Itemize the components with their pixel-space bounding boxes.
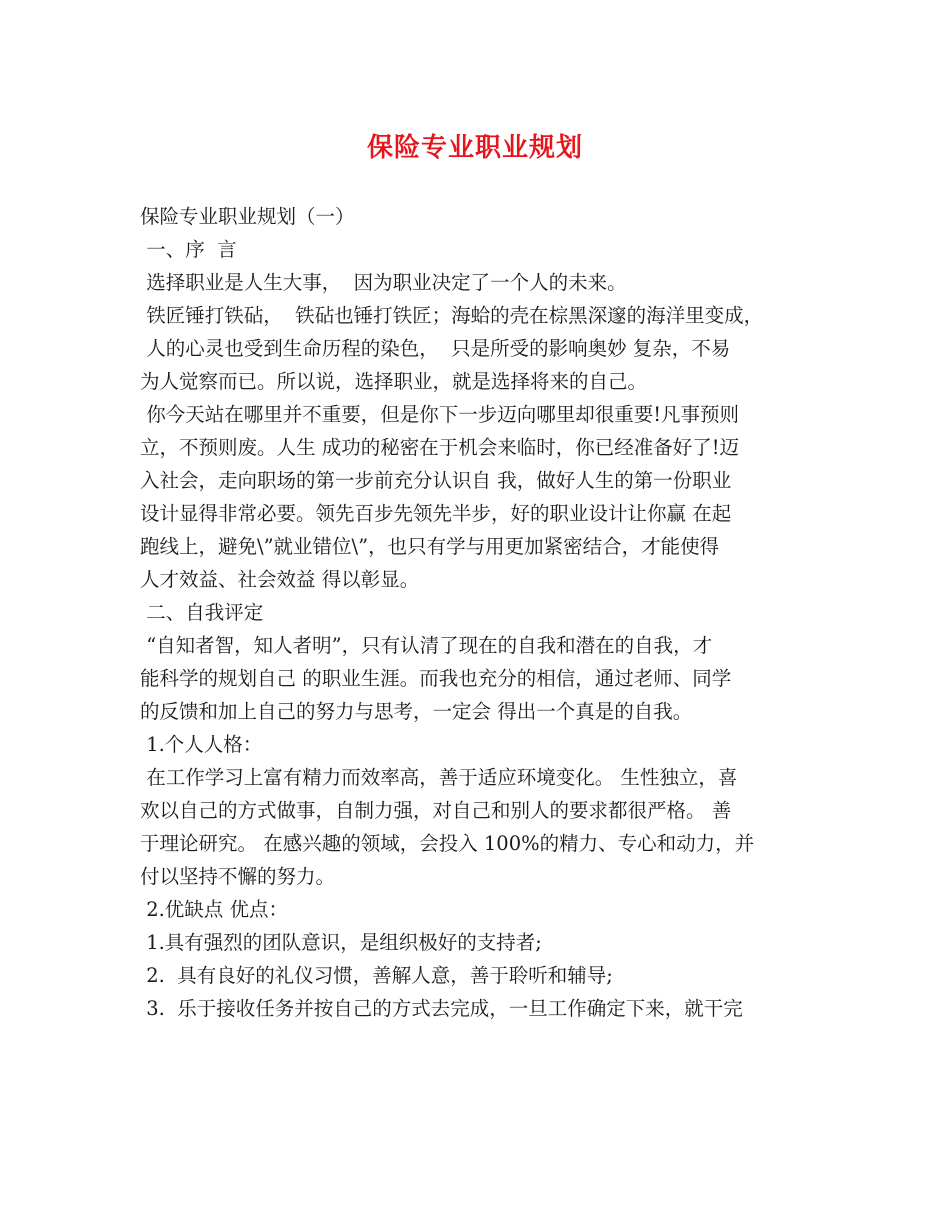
- item-heading: 1.个人人格：: [140, 733, 263, 756]
- paragraph-line: 欢以自己的方式做事，自制力强，对自己和别人的要求都很严格。 善: [140, 799, 732, 822]
- paragraph-line: 选择职业是人生大事， 因为职业决定了一个人的未来。: [140, 271, 627, 294]
- list-item: 1.具有强烈的团队意识，是组织极好的支持者;: [140, 931, 542, 954]
- paragraph-line: 为人觉察而已。所以说，选择职业，就是选择将来的自己。: [140, 370, 648, 393]
- paragraph-line: 人的心灵也受到生命历程的染色， 只是所受的影响奥妙 复杂，不易: [140, 337, 731, 360]
- paragraph-line: 立，不预则废。人生 成功的秘密在于机会来临时，你已经准备好了!迈: [140, 436, 740, 459]
- paragraph-line: 的反馈和加上自己的努力与思考，一定会 得出一个真是的自我。: [140, 700, 693, 723]
- paragraph-line: 能科学的规划自己 的职业生涯。而我也充分的相信，通过老师、同学: [140, 667, 732, 690]
- paragraph-line: 于理论研究。 在感兴趣的领域，会投入 100%的精力、专心和动力，并: [140, 832, 755, 855]
- paragraph-line: 入社会，走向职场的第一步前充分认识自 我，做好人生的第一份职业: [140, 469, 732, 492]
- paragraph-line: 人才效益、社会效益 得以彰显。: [140, 568, 420, 591]
- list-item: 3. 乐于接收任务并按自己的方式去完成，一旦工作确定下来，就干完: [140, 997, 743, 1020]
- paragraph-line: 跑线上，避免\”就业错位\”，也只有学与用更加紧密结合，才能使得: [140, 535, 720, 558]
- paragraph-line: 付以坚持不懈的努力。: [140, 865, 336, 888]
- paragraph-line: 你今天站在哪里并不重要，但是你下一步迈向哪里却很重要!凡事预则: [140, 403, 740, 426]
- list-item: 2. 具有良好的礼仪习惯，善解人意，善于聆听和辅导;: [140, 964, 613, 987]
- document-body: [140, 200, 820, 1025]
- subsection-heading: 二、自我评定: [140, 601, 264, 624]
- subsection-heading: 一、序 言: [140, 238, 237, 261]
- paragraph-line: 铁匠锤打铁砧， 铁砧也锤打铁匠；海蛤的壳在棕黑深邃的海洋里变成，: [140, 304, 764, 327]
- section-heading: 保险专业职业规划（一）: [140, 205, 355, 228]
- paragraph-line: “自知者智，知人者明”，只有认清了现在的自我和潜在的自我，才: [140, 634, 713, 657]
- item-heading: 2.优缺点 优点：: [140, 898, 289, 921]
- paragraph-line: 设计显得非常必要。领先百步先领先半步，好的职业设计让你赢 在起: [140, 502, 732, 525]
- document-title: 保险专业职业规划: [366, 133, 583, 163]
- paragraph-line: 在工作学习上富有精力而效率高，善于适应环境变化。 生性独立，喜: [140, 766, 738, 789]
